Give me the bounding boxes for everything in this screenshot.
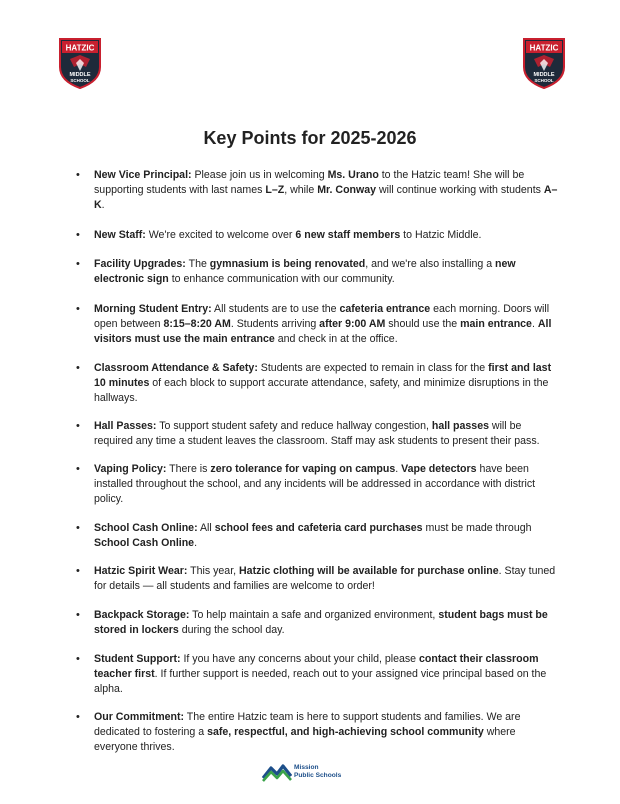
point-text: will be required any time a student leaves the classroom. Staff may ask students to present their pass. <box>94 420 540 447</box>
point-text: . Students arriving <box>230 318 320 330</box>
point-classroom-attendance <box>94 361 560 406</box>
point-text: All <box>197 522 215 534</box>
point-text: and check in at the office. <box>274 333 398 345</box>
point-label: Classroom Attendance & Safety: <box>94 362 258 374</box>
point-emphasis: main entrance <box>460 318 532 330</box>
point-emphasis: after 9:00 AM <box>319 318 386 330</box>
point-emphasis: student bags must be stored in lockers <box>94 609 548 636</box>
point-text: . <box>194 537 198 549</box>
crest-left-line-2: MIDDLE <box>69 72 91 78</box>
point-emphasis: School Cash Online <box>94 537 195 549</box>
point-text: during the school day. <box>178 624 285 636</box>
crest-left-line-3: SCHOOL <box>70 78 90 83</box>
point-label: School Cash Online: <box>94 522 198 534</box>
point-label: New Vice Principal: <box>94 169 192 181</box>
point-emphasis: safe, respectful, and high-achieving school community <box>207 726 484 738</box>
point-emphasis: school fees and cafeteria card purchases <box>214 522 423 534</box>
point-text: . <box>395 463 402 475</box>
point-text: Students are expected to remain in class for the <box>257 362 489 374</box>
point-emphasis: Ms. Urano <box>327 169 379 181</box>
footer-logo-line-1: Mission <box>294 764 319 771</box>
point-emphasis: zero tolerance for vaping on campus <box>210 463 396 475</box>
crest-right-line-2: MIDDLE <box>533 72 555 78</box>
point-text: of each block to support accurate attendance, safety, and minimize disruptions in the hallways. <box>94 377 549 404</box>
point-text: To support student safety and reduce hallway congestion, <box>156 420 432 432</box>
point-label: Hatzic Spirit Wear: <box>94 565 188 577</box>
page-title: Key Points for 2025-2026 <box>203 128 417 148</box>
point-emphasis: A–K <box>94 184 558 211</box>
crest-right-line-1: HATZIC <box>529 43 559 53</box>
crest-left-line-1: HATZIC <box>65 43 95 53</box>
point-emphasis: gymnasium is being renovated <box>209 258 366 270</box>
point-emphasis: first and last 10 minutes <box>94 362 552 389</box>
point-text: each morning. Doors will open between <box>94 303 550 330</box>
point-our-commitment <box>94 710 560 755</box>
point-school-cash-online <box>94 521 560 551</box>
point-emphasis: Vape detectors <box>401 463 477 475</box>
point-vaping-policy <box>94 462 560 507</box>
crest-left-svg <box>58 37 102 89</box>
point-text: . <box>101 199 105 211</box>
point-emphasis: L–Z <box>265 184 285 196</box>
point-label: Student Support: <box>94 653 181 665</box>
school-crest-right <box>522 37 566 89</box>
point-emphasis: 6 new staff members <box>295 229 401 241</box>
mission-public-schools-logo <box>262 761 362 785</box>
point-text: If you have any concerns about your child, please <box>180 653 420 665</box>
point-label: Facility Upgrades: <box>94 258 186 270</box>
point-text: should use the <box>385 318 461 330</box>
point-new-vice-principal <box>94 168 560 213</box>
point-emphasis: new electronic sign <box>94 258 516 285</box>
point-emphasis: hall passes <box>431 420 489 432</box>
point-backpack-storage <box>94 608 560 638</box>
point-label: Vaping Policy: <box>94 463 167 475</box>
point-text: , and we're also installing a <box>365 258 496 270</box>
point-text: Please join us in welcoming <box>191 169 328 181</box>
point-label: Hall Passes: <box>94 420 157 432</box>
point-label: Morning Student Entry: <box>94 303 212 315</box>
point-text: To help maintain a safe and organized environment, <box>189 609 439 621</box>
point-hall-passes <box>94 419 560 449</box>
point-emphasis: All visitors must use the main entrance <box>94 318 552 345</box>
point-morning-student-entry <box>94 302 560 347</box>
point-text: The entire Hatzic team is here to support students and families. We are dedicated to fostering a <box>94 711 521 738</box>
point-text: . If further support is needed, reach out to your assigned vice principal based on the alpha. <box>94 668 547 695</box>
point-label: Backpack Storage: <box>94 609 190 621</box>
point-text: This year, <box>187 565 240 577</box>
point-text: . <box>531 318 538 330</box>
point-text: We're excited to welcome over <box>145 229 296 241</box>
point-emphasis: Mr. Conway <box>317 184 377 196</box>
footer-logo-text <box>294 764 341 780</box>
mountain-logo-icon <box>262 762 292 782</box>
crest-right-line-3: SCHOOL <box>534 78 554 83</box>
crest-right-svg <box>522 37 566 89</box>
point-facility-upgrades <box>94 257 560 287</box>
point-text: All students are to use the <box>211 303 340 315</box>
point-emphasis: Hatzic clothing will be available for purchase online <box>239 565 499 577</box>
point-text: The <box>185 258 210 270</box>
footer-logo-line-2: Public Schools <box>294 772 342 779</box>
point-text: , while <box>284 184 318 196</box>
point-text: to the Hatzic team! She will be supporting students with last names <box>94 169 525 196</box>
school-crest-left <box>58 37 102 89</box>
point-text: to enhance communication with our community. <box>168 273 395 285</box>
point-label: New Staff: <box>94 229 146 241</box>
point-spirit-wear <box>94 564 560 594</box>
point-emphasis: contact their classroom teacher first <box>94 653 539 680</box>
point-new-staff <box>94 228 560 243</box>
point-text: . Stay tuned for details — all students and families are welcome to order! <box>94 565 556 592</box>
point-emphasis: 8:15–8:20 AM <box>163 318 231 330</box>
point-text: to Hatzic Middle. <box>400 229 482 241</box>
point-text: have been installed throughout the school, and any incidents will be addressed in accordance with district policy. <box>94 463 536 505</box>
point-text: There is <box>166 463 211 475</box>
point-text: where everyone thrives. <box>94 726 516 753</box>
point-label: Our Commitment: <box>94 711 185 723</box>
point-emphasis: cafeteria entrance <box>339 303 431 315</box>
point-text: will continue working with students <box>376 184 544 196</box>
point-text: must be made through <box>422 522 532 534</box>
point-student-support <box>94 652 560 697</box>
